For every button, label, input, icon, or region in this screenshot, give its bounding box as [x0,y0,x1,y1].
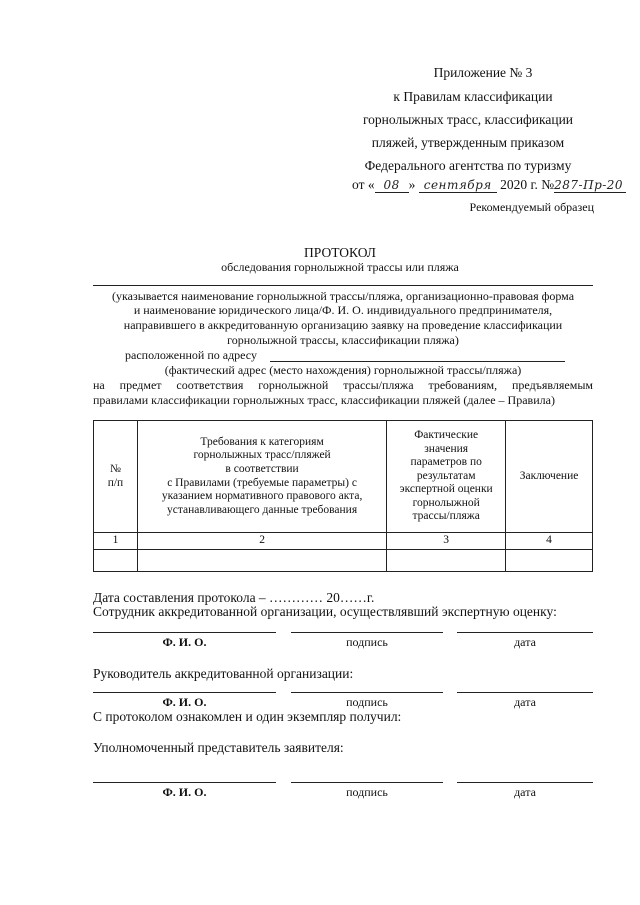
header-requirements-line: с Правилами (требуемые параметры) с [167,476,357,489]
header-number [94,421,138,533]
protocol-table [93,420,593,572]
header-requirements-line: в соответствии [225,462,299,475]
order-number: 287-Пр-20 [554,178,626,193]
col-number-3: 3 [387,533,506,550]
employee-label: Сотрудник аккредитованной организации, осуществлявший экспертную оценку: [93,604,557,619]
sig3-name-line [93,782,276,783]
header-actual-line: трассы/пляжа [412,510,480,523]
order-date-prefix: от « [352,177,375,192]
table-empty-row [94,550,593,572]
address-label: расположенной по адресу [125,348,257,362]
empty-cell [506,550,593,572]
address-underline [270,361,565,362]
col-number-1: 1 [94,533,138,550]
order-date-mid: » [408,177,416,192]
header-requirements-line: указанием нормативного правового акта, [161,490,363,503]
purpose-line-1: на предмет соответствия горнолыжной трассы/пляжа требованиям, предъявляемым [93,378,593,392]
name-hint-3: направившего в аккредитованную организацию заявку на проведение классификации [123,318,563,332]
sig1-signature-line [291,632,443,633]
protocol-date-line: Дата составления протокола – ………… 20……г. [93,590,375,605]
empty-cell [94,550,138,572]
name-hint-2: и наименование юридического лица/Ф. И. О. индивидуального предпринимателя, [133,303,553,317]
sig1-date-line [457,632,593,633]
sig2-date-line [457,692,593,693]
header-actual-line: параметров по [410,456,482,469]
table-number-row [94,533,593,550]
acknowledged-line: С протоколом ознакомлен и один экземпляр получил: [93,709,402,724]
sig3-date-caption: дата [514,785,536,799]
head-label: Руководитель аккредитованной организации: [93,666,354,681]
representative-label: Уполномоченный представитель заявителя: [93,740,344,755]
table-header-row [94,421,593,533]
sig3-signature-line [291,782,443,783]
order-date-line [352,177,626,193]
header-number-line: № [109,462,121,475]
col-number-4: 4 [506,533,593,550]
header-requirements-line: устанавливающего данные требования [167,503,358,516]
sig1-name-line [93,632,276,633]
header-conclusion [506,421,593,533]
name-hint-4: горнолыжной трассы, классификации пляжа) [227,333,459,347]
sig1-name-caption: Ф. И. О. [162,635,207,649]
header-actual-line: значения [424,442,469,455]
col-number-2: 2 [137,533,386,550]
appendix-line-3: горнолыжных трасс, классификации [362,112,574,127]
sig1-date-caption: дата [514,635,536,649]
header-actual-line: горнолыжной [412,496,480,509]
sig2-signature-line [291,692,443,693]
empty-cell [387,550,506,572]
header-actual-line: экспертной оценки [399,483,493,496]
appendix-line-2: к Правилам классификации [393,89,553,104]
sig2-signature-caption: подпись [346,695,388,709]
sig3-name-caption: Ф. И. О. [162,785,207,799]
sig2-name-line [93,692,276,693]
name-underline [93,285,593,286]
order-date-day: 08 [375,178,409,193]
appendix-line-5: Федерального агентства по туризму [364,158,572,173]
header-requirements-line: Требования к категориям [200,435,324,448]
purpose-line-2: правилами классификации горнолыжных трасс, классификации пляжей (далее – Правила) [93,393,555,407]
sig1-signature-caption: подпись [346,635,388,649]
header-actual-values [387,421,506,533]
header-number-line: п/п [107,476,124,489]
protocol-title: ПРОТОКОЛ [304,245,376,260]
appendix-line-1: Приложение № 3 [433,65,533,80]
header-actual-line: Фактические [414,429,479,442]
order-date-year: 2020 г. № [500,177,555,192]
header-conclusion-line: Заключение [519,469,579,482]
sig2-date-caption: дата [514,695,536,709]
header-actual-line: результатам [416,469,476,482]
sig2-name-caption: Ф. И. О. [162,695,207,709]
sig3-signature-caption: подпись [346,785,388,799]
order-date-month: сентября [419,178,497,193]
recommended-sample: Рекомендуемый образец [469,200,594,214]
header-requirements-line: горнолыжных трасс/пляжей [193,449,331,462]
empty-cell [137,550,386,572]
sig3-date-line [457,782,593,783]
protocol-subtitle: обследования горнолыжной трассы или пляжа [221,260,459,274]
address-hint: (фактический адрес (место нахождения) горнолыжной трассы/пляжа) [164,363,522,377]
name-hint-1: (указывается наименование горнолыжной трассы/пляжа, организационно-правовая форма [111,289,575,303]
header-requirements [137,421,386,533]
appendix-line-4: пляжей, утвержденным приказом [371,135,565,150]
